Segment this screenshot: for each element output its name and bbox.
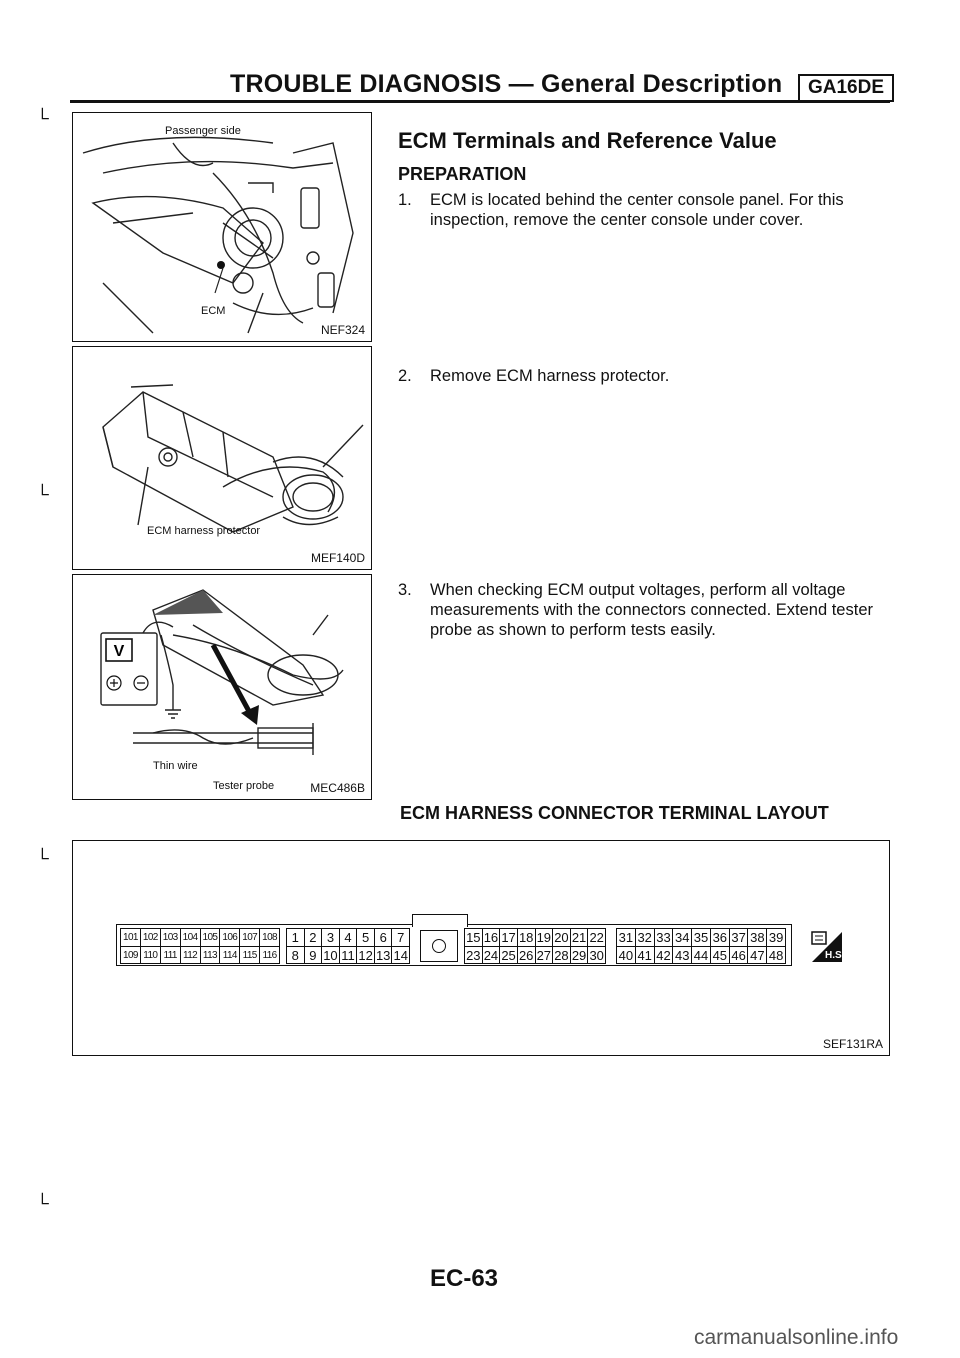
figure-code: MEC486B: [310, 781, 365, 795]
terminal: 101: [122, 932, 138, 943]
section-title: ECM Terminals and Reference Value: [398, 128, 777, 153]
terminal: 22: [587, 929, 605, 946]
terminal: 113: [200, 947, 220, 964]
terminal: 41: [635, 947, 654, 964]
terminal: 104: [180, 929, 200, 946]
terminal: 3: [321, 929, 339, 946]
tester-probe-drawing: [73, 575, 373, 801]
terminal: 35: [691, 929, 710, 946]
passenger-side-label: Passenger side: [165, 125, 241, 137]
terminal-group-15-30: [464, 928, 606, 964]
terminal: 46: [729, 947, 748, 964]
step-number: 2.: [398, 367, 412, 385]
connector-key-socket: [420, 930, 458, 962]
connector-layout-title: ECM HARNESS CONNECTOR TERMINAL LAYOUT: [400, 803, 829, 823]
terminal: 18: [517, 929, 535, 946]
terminal: 5: [356, 929, 374, 946]
figure-code: MEF140D: [310, 551, 365, 565]
step-number: 1.: [398, 191, 412, 209]
meter-v-label: V: [113, 643, 125, 660]
terminal: 19: [535, 929, 553, 946]
terminal: 47: [747, 947, 766, 964]
terminal: 105: [200, 929, 220, 946]
terminal: 11: [339, 947, 357, 964]
margin-mark: └: [36, 848, 49, 868]
harness-protector-label: ECM harness protector: [147, 525, 261, 537]
terminal: 42: [654, 947, 673, 964]
harness-protector-drawing: [73, 347, 373, 571]
terminal: 106: [219, 929, 239, 946]
terminal: 115: [239, 947, 259, 964]
terminal: 7: [391, 929, 409, 946]
terminal: 110: [140, 947, 160, 964]
watermark: carmanualsonline.info: [694, 1326, 899, 1349]
terminal: 27: [535, 947, 553, 964]
terminal-group-100s: [120, 928, 280, 964]
terminal: 6: [374, 929, 392, 946]
step-1: [398, 190, 898, 230]
terminal: 112: [180, 947, 200, 964]
preparation-heading: PREPARATION: [398, 164, 527, 184]
terminal: 14: [391, 947, 409, 964]
harness-protector-figure: [72, 346, 372, 570]
harness-side-badge: H.S.: [825, 950, 845, 961]
terminal: 9: [304, 947, 322, 964]
terminal: 32: [635, 929, 654, 946]
page-header-title: TROUBLE DIAGNOSIS — General Description: [230, 70, 783, 98]
terminal: 39: [766, 929, 785, 946]
terminal: 43: [672, 947, 691, 964]
thin-wire-label: Thin wire: [153, 760, 198, 772]
terminal: 103: [160, 929, 180, 946]
key-circle-icon: [432, 939, 446, 953]
terminal: 15: [466, 930, 481, 945]
terminal: 24: [482, 947, 500, 964]
terminal: 21: [570, 929, 588, 946]
terminal: 107: [239, 929, 259, 946]
terminal: 40: [618, 948, 634, 963]
step-2: [398, 366, 898, 386]
terminal: 8: [291, 948, 299, 963]
terminal-group-1-14: [286, 928, 410, 964]
terminal: 2: [304, 929, 322, 946]
connector-latch: [412, 914, 468, 927]
terminal: 10: [321, 947, 339, 964]
step-text: ECM is located behind the center console panel. For this inspection, remove the center console under cover.: [430, 191, 844, 229]
terminal: 37: [729, 929, 748, 946]
tester-probe-label: Tester probe: [213, 780, 275, 792]
terminal: 16: [482, 929, 500, 946]
terminal: 17: [499, 929, 517, 946]
terminal: 13: [374, 947, 392, 964]
terminal: 109: [122, 950, 138, 961]
figure-code: NEF324: [320, 323, 365, 337]
terminal: 1: [291, 930, 299, 945]
terminal: 31: [618, 930, 634, 945]
terminal: 102: [140, 929, 160, 946]
terminal: 44: [691, 947, 710, 964]
terminal: 111: [160, 947, 180, 964]
ecm-location-figure: [72, 112, 372, 342]
terminal: 29: [570, 947, 588, 964]
terminal: 28: [552, 947, 570, 964]
step-number: 3.: [398, 581, 412, 599]
header-rule: [70, 100, 890, 103]
harness-side-connector-icon: [808, 928, 846, 966]
terminal: 33: [654, 929, 673, 946]
terminal: 108: [259, 929, 279, 946]
terminal: 30: [587, 947, 605, 964]
terminal: 114: [219, 947, 239, 964]
page-number: EC-63: [430, 1265, 499, 1292]
engine-code-badge: GA16DE: [798, 74, 894, 102]
terminal: 116: [259, 947, 279, 964]
step-3: [398, 580, 898, 640]
step-text: When checking ECM output voltages, perform all voltage measurements with the connectors connected. Extend tester probe as shown to perform tests easily.: [430, 581, 873, 639]
terminal: 34: [672, 929, 691, 946]
terminal: 26: [517, 947, 535, 964]
terminal: 25: [499, 947, 517, 964]
terminal: 4: [339, 929, 357, 946]
margin-mark: └: [36, 1193, 49, 1213]
margin-mark: └: [36, 108, 49, 128]
tester-probe-figure: [72, 574, 372, 800]
margin-mark: └: [36, 484, 49, 504]
terminal-group-31-48: [616, 928, 786, 964]
terminal: 20: [552, 929, 570, 946]
terminal: 45: [710, 947, 729, 964]
terminal: 48: [766, 947, 785, 964]
terminal: 23: [466, 948, 481, 963]
ecm-label: ECM: [201, 305, 226, 317]
terminal: 12: [356, 947, 374, 964]
terminal: 38: [747, 929, 766, 946]
step-text: Remove ECM harness protector.: [430, 367, 670, 385]
terminal: 36: [710, 929, 729, 946]
figure-code: SEF131RA: [822, 1037, 883, 1051]
